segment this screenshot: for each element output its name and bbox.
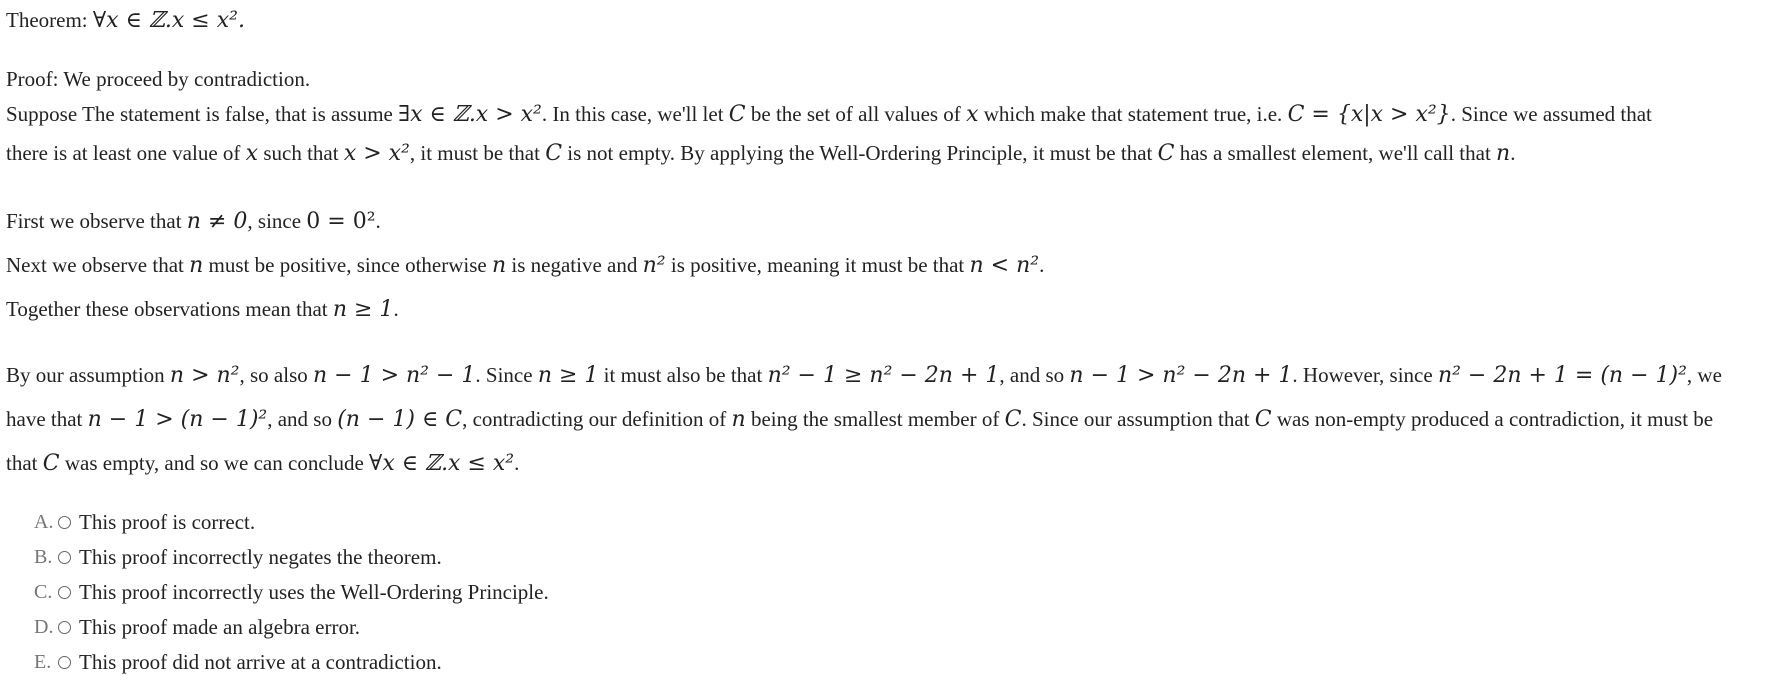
theorem-statement: ∀x ∈ ℤ.x ≤ x². xyxy=(92,8,245,33)
math-span: 0 = 0² xyxy=(306,209,376,234)
option-letter: C. xyxy=(34,581,53,603)
observation-3 xyxy=(6,299,399,321)
math-span: C xyxy=(1254,407,1272,432)
option-letter: A. xyxy=(34,511,54,533)
option-label[interactable]: This proof is correct. xyxy=(79,510,256,534)
text-span: such that xyxy=(258,141,344,165)
text-span: Together these observations mean that xyxy=(6,297,333,321)
text-span: have that xyxy=(6,407,88,431)
math-span: C xyxy=(42,451,60,476)
math-span: C = {x|x > x²} xyxy=(1287,102,1451,127)
text-span: , since xyxy=(247,209,307,233)
observation-2 xyxy=(6,255,1044,277)
text-span: Suppose The statement is false, that is assume xyxy=(6,102,399,126)
observation-1 xyxy=(6,211,381,233)
option-d[interactable] xyxy=(34,610,549,645)
math-span: C xyxy=(545,141,563,166)
radio-button[interactable] xyxy=(58,621,71,634)
math-span: x > x² xyxy=(343,141,410,166)
option-b[interactable] xyxy=(34,540,549,575)
proof-intro: Proof: We proceed by contradiction. xyxy=(6,67,311,91)
math-span: n xyxy=(1496,141,1511,166)
text-span: is not empty. By applying the Well-Ordering Principle, it must be that xyxy=(562,141,1158,165)
proof-paragraph3-line3 xyxy=(6,453,519,475)
text-span: . xyxy=(375,209,381,233)
text-span: has a smallest element, we'll call that xyxy=(1174,141,1497,165)
option-a[interactable] xyxy=(34,505,549,540)
text-span: , contradicting our definition of xyxy=(462,407,732,431)
text-span: . Since our assumption that xyxy=(1021,407,1255,431)
math-span: x xyxy=(245,141,259,166)
math-span: (n − 1) ∈ C xyxy=(337,407,463,432)
text-span: Next we observe that xyxy=(6,253,190,277)
text-span: being the smallest member of xyxy=(745,407,1005,431)
text-span: . Since we assumed that xyxy=(1450,102,1652,126)
math-span: ∀x ∈ ℤ.x ≤ x² xyxy=(369,451,515,476)
math-span: C xyxy=(1157,141,1175,166)
math-span: n² − 1 ≥ n² − 2n + 1 xyxy=(767,363,1000,388)
text-span: there is at least one value of xyxy=(6,141,246,165)
proof-paragraph1-line1 xyxy=(6,104,1652,126)
text-span: . xyxy=(514,451,520,475)
text-span: it must also be that xyxy=(598,363,768,387)
text-span: . In this case, we'll let xyxy=(541,102,729,126)
math-span: n ≠ 0 xyxy=(186,209,248,234)
text-span: , and so xyxy=(267,407,338,431)
theorem-label: Theorem: xyxy=(6,8,88,32)
answer-options xyxy=(34,505,549,680)
radio-button[interactable] xyxy=(58,516,71,529)
text-span: was non-empty produced a contradiction, it must be xyxy=(1271,407,1714,431)
math-span: n xyxy=(491,253,507,278)
math-span: n xyxy=(189,253,204,278)
option-label[interactable]: This proof did not arrive at a contradiction. xyxy=(79,650,442,674)
text-span: . xyxy=(1510,141,1516,165)
text-span: , it must be that xyxy=(409,141,546,165)
text-span: , and so xyxy=(999,363,1070,387)
text-span: . Since xyxy=(475,363,538,387)
math-span: n − 1 > n² − 1 xyxy=(313,363,476,388)
math-span: ∃x ∈ ℤ.x > x² xyxy=(398,102,542,127)
option-e[interactable] xyxy=(34,645,549,680)
math-span: n ≥ 1 xyxy=(332,297,394,322)
math-span: n xyxy=(731,407,746,432)
math-span: x xyxy=(966,102,979,127)
radio-button[interactable] xyxy=(58,656,71,669)
option-label[interactable]: This proof incorrectly negates the theorem. xyxy=(79,545,442,569)
text-span: be the set of all values of xyxy=(745,102,967,126)
text-span: , so also xyxy=(239,363,313,387)
math-span: n < n² xyxy=(969,253,1040,278)
math-span: n² xyxy=(642,253,666,278)
text-span: First we observe that xyxy=(6,209,187,233)
math-span: C xyxy=(728,102,746,127)
proof-paragraph1-line2 xyxy=(6,143,1515,165)
math-span: n² − 2n + 1 = (n − 1)² xyxy=(1437,363,1687,388)
proof-paragraph3-line2 xyxy=(6,409,1713,431)
radio-button[interactable] xyxy=(58,551,71,564)
option-label[interactable]: This proof made an algebra error. xyxy=(79,615,361,639)
text-span: which make that statement true, i.e. xyxy=(978,102,1288,126)
text-span: was empty, and so we can conclude xyxy=(59,451,370,475)
text-span: must be positive, since otherwise xyxy=(203,253,492,277)
text-span: By our assumption xyxy=(6,363,170,387)
text-span: . xyxy=(1039,253,1045,277)
theorem-line xyxy=(6,10,245,32)
text-span: . xyxy=(393,297,399,321)
text-span: that xyxy=(6,451,43,475)
math-span: n ≥ 1 xyxy=(537,363,599,388)
proof-paragraph3-line1 xyxy=(6,365,1722,387)
math-span: n − 1 > (n − 1)² xyxy=(87,407,268,432)
option-letter: B. xyxy=(34,546,53,568)
radio-button[interactable] xyxy=(58,586,71,599)
math-span: n > n² xyxy=(169,363,240,388)
option-label[interactable]: This proof incorrectly uses the Well-Ordering Principle. xyxy=(79,580,549,604)
option-letter: E. xyxy=(34,651,52,673)
text-span: is negative and xyxy=(506,253,643,277)
option-letter: D. xyxy=(34,616,54,638)
option-c[interactable] xyxy=(34,575,549,610)
text-span: . However, since xyxy=(1292,363,1438,387)
math-span: n − 1 > n² − 2n + 1 xyxy=(1069,363,1293,388)
text-span: is positive, meaning it must be that xyxy=(665,253,970,277)
math-span: C xyxy=(1004,407,1022,432)
text-span: , we xyxy=(1686,363,1722,387)
